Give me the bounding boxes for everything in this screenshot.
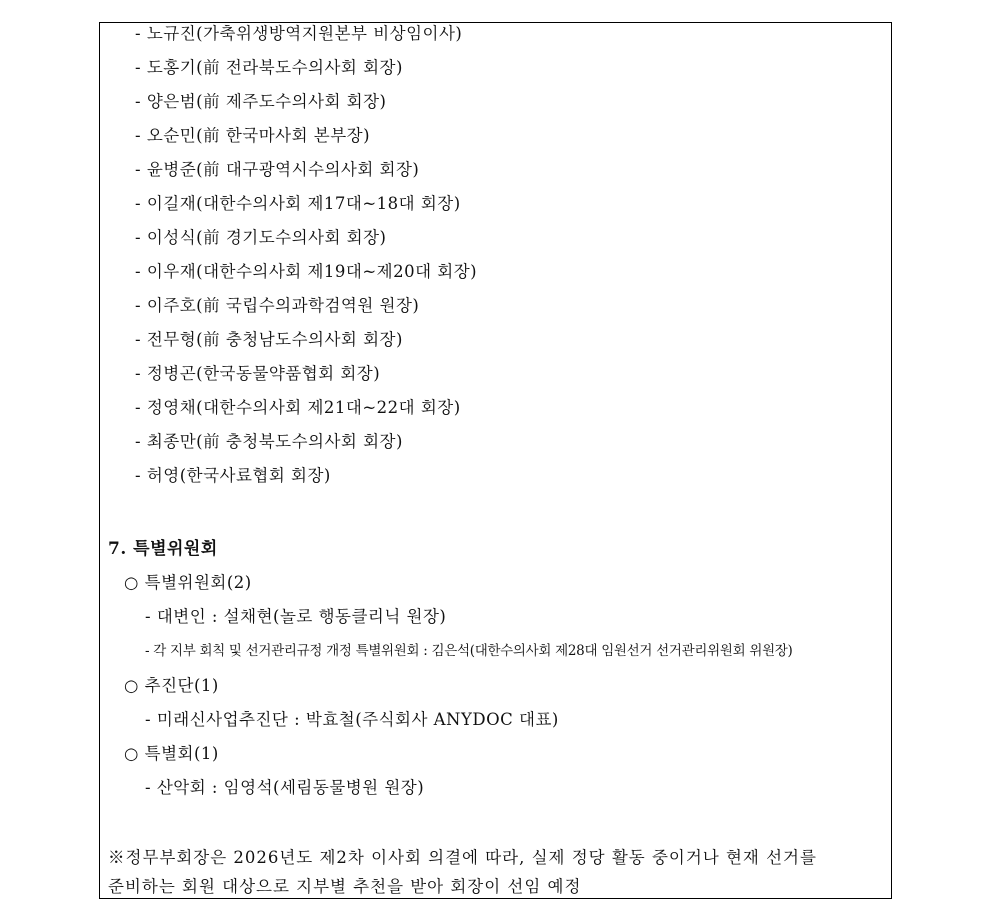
member-item: - 노규진(가축위생방역지원본부 비상임이사) <box>135 24 463 43</box>
member-item: - 정병곤(한국동물약품협회 회장) <box>135 364 381 383</box>
member-item: - 최종만(前 충청북도수의사회 회장) <box>135 432 403 451</box>
note-line: 준비하는 회원 대상으로 지부별 추천을 받아 회장이 선임 예정 <box>108 877 582 896</box>
group-item: - 대변인 : 설채현(놀로 행동클리닉 원장) <box>145 607 447 626</box>
member-item: - 양은범(前 제주도수의사회 회장) <box>135 92 387 111</box>
member-item: - 도홍기(前 전라북도수의사회 회장) <box>135 58 403 77</box>
member-item: - 오순민(前 한국마사회 본부장) <box>135 126 371 145</box>
group-item: - 각 지부 회칙 및 선거관리규정 개정 특별위원회 : 김은석(대한수의사회 제28대 임원선거 선거관리위원회 위원장) <box>145 643 793 659</box>
member-item: - 이길재(대한수의사회 제17대~18대 회장) <box>135 194 461 213</box>
note-line: ※정무부회장은 2026년도 제2차 이사회 의결에 따라, 실제 정당 활동 중이거나 현재 선거를 <box>108 848 817 867</box>
member-item: - 이우재(대한수의사회 제19대~제20대 회장) <box>135 262 478 281</box>
group-item: - 산악회 : 임영석(세림동물병원 원장) <box>145 778 425 797</box>
group-label: ○ 추진단(1) <box>124 676 219 695</box>
member-item: - 이주호(前 국립수의과학검역원 원장) <box>135 296 420 315</box>
group-label: ○ 특별위원회(2) <box>124 573 252 592</box>
section-heading: 7. 특별위원회 <box>108 539 218 559</box>
member-item: - 허영(한국사료협회 회장) <box>135 466 331 485</box>
group-label: ○ 특별회(1) <box>124 744 219 763</box>
group-item: - 미래신사업추진단 : 박효철(주식회사 ANYDOC 대표) <box>145 710 559 729</box>
member-item: - 윤병준(前 대구광역시수의사회 회장) <box>135 160 420 179</box>
member-item: - 정영채(대한수의사회 제21대~22대 회장) <box>135 398 461 417</box>
member-item: - 전무형(前 충청남도수의사회 회장) <box>135 330 403 349</box>
member-item: - 이성식(前 경기도수의사회 회장) <box>135 228 387 247</box>
document-box <box>99 22 892 899</box>
